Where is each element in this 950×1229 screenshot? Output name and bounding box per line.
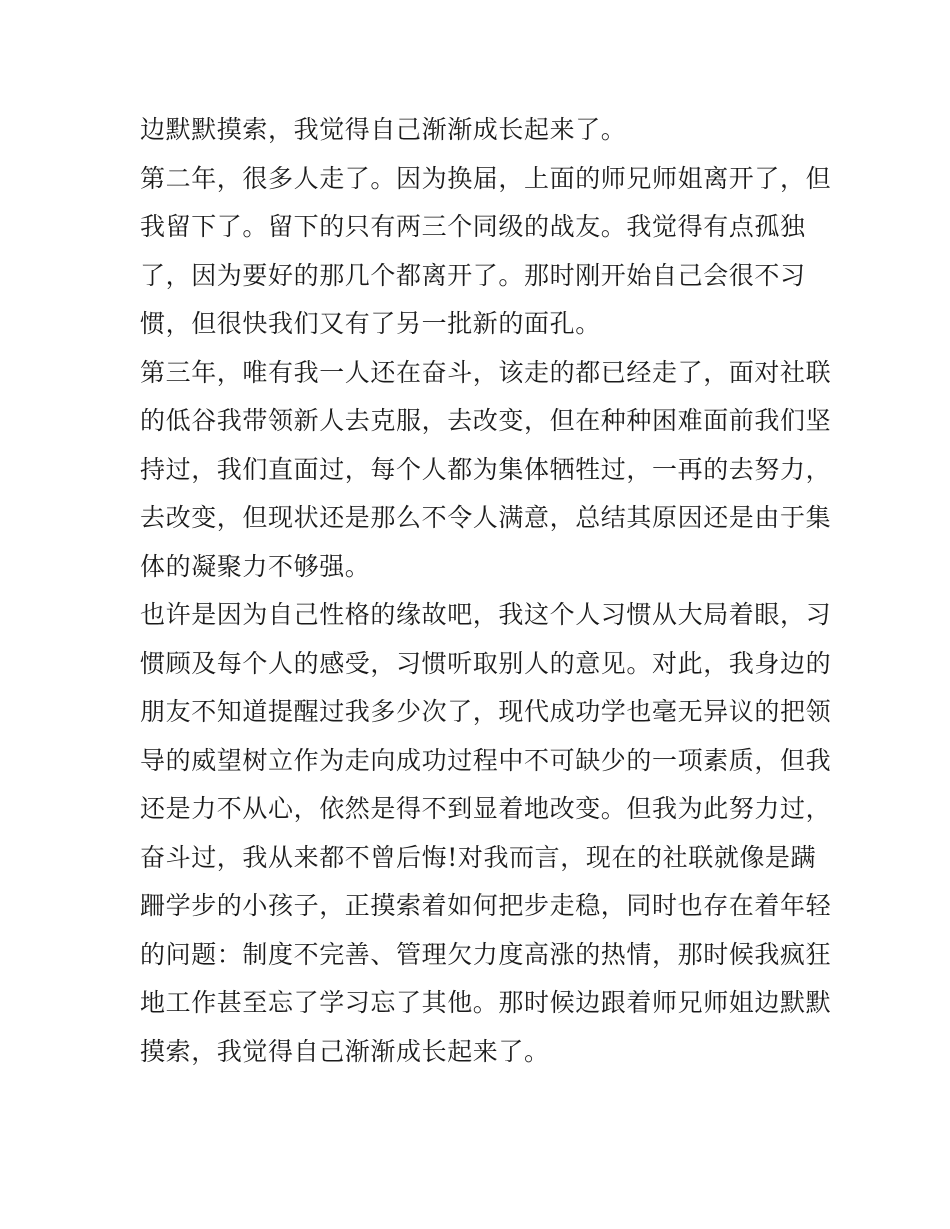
text-line: 持过，我们直面过，每个人都为集体牺牲过，一再的去努力， [140, 454, 832, 484]
paragraph-1 [140, 106, 820, 155]
text-line: 了，因为要好的那几个都离开了。那时刚开始自己会很不习 [140, 260, 806, 290]
text-line: 导的威望树立作为走向成功过程中不可缺少的一项素质，但我 [140, 745, 832, 775]
text-line: 第三年，唯有我一人还在奋斗，该走的都已经走了，面对社联 [140, 357, 832, 387]
text-line: 惯顾及每个人的感受，习惯听取别人的意见。对此，我身边的 [140, 648, 832, 678]
document-body [140, 106, 832, 1076]
text-line: 第二年，很多人走了。因为换届，上面的师兄师姐离开了，但 [140, 163, 832, 193]
text-line: 还是力不从心，依然是得不到显着地改变。但我为此努力过， [140, 794, 832, 823]
text-line: 我留下了。留下的只有两三个同级的战友。我觉得有点孤独 [140, 212, 806, 241]
text-line: 体的凝聚力不够强。 [140, 551, 371, 581]
text-line: 跚学步的小孩子，正摸索着如何把步走稳，同时也存在着年轻 [140, 891, 832, 920]
text-line: 朋友不知道提醒过我多少次了，现代成功学也毫无异议的把领 [140, 697, 832, 726]
text-line: 摸索，我觉得自己渐渐成长起来了。 [140, 1036, 550, 1066]
text-line: 奋斗过，我从来都不曾后悔!对我而言，现在的社联就像是蹒 [140, 842, 817, 872]
text-line: 的低谷我带领新人去克服，去改变，但在种种困难面前我们坚 [140, 406, 832, 435]
text-line: 地工作甚至忘了学习忘了其他。那时候边跟着师兄师姐边默默 [140, 988, 832, 1017]
text-line: 惯，但很快我们又有了另一批新的面孔。 [140, 309, 601, 338]
text-line: 去改变，但现状还是那么不令人满意，总结其原因还是由于集 [140, 503, 832, 532]
paragraph-3 [140, 349, 832, 592]
text-line: 的问题：制度不完善、管理欠力度高涨的热情，那时候我疯狂 [140, 939, 832, 969]
paragraph-4 [140, 591, 832, 1076]
text-line: 也许是因为自己性格的缘故吧，我这个人习惯从大局着眼，习 [140, 600, 832, 629]
text-line: 边默默摸索，我觉得自己渐渐成长起来了。 [140, 115, 627, 144]
paragraph-2 [140, 155, 832, 349]
